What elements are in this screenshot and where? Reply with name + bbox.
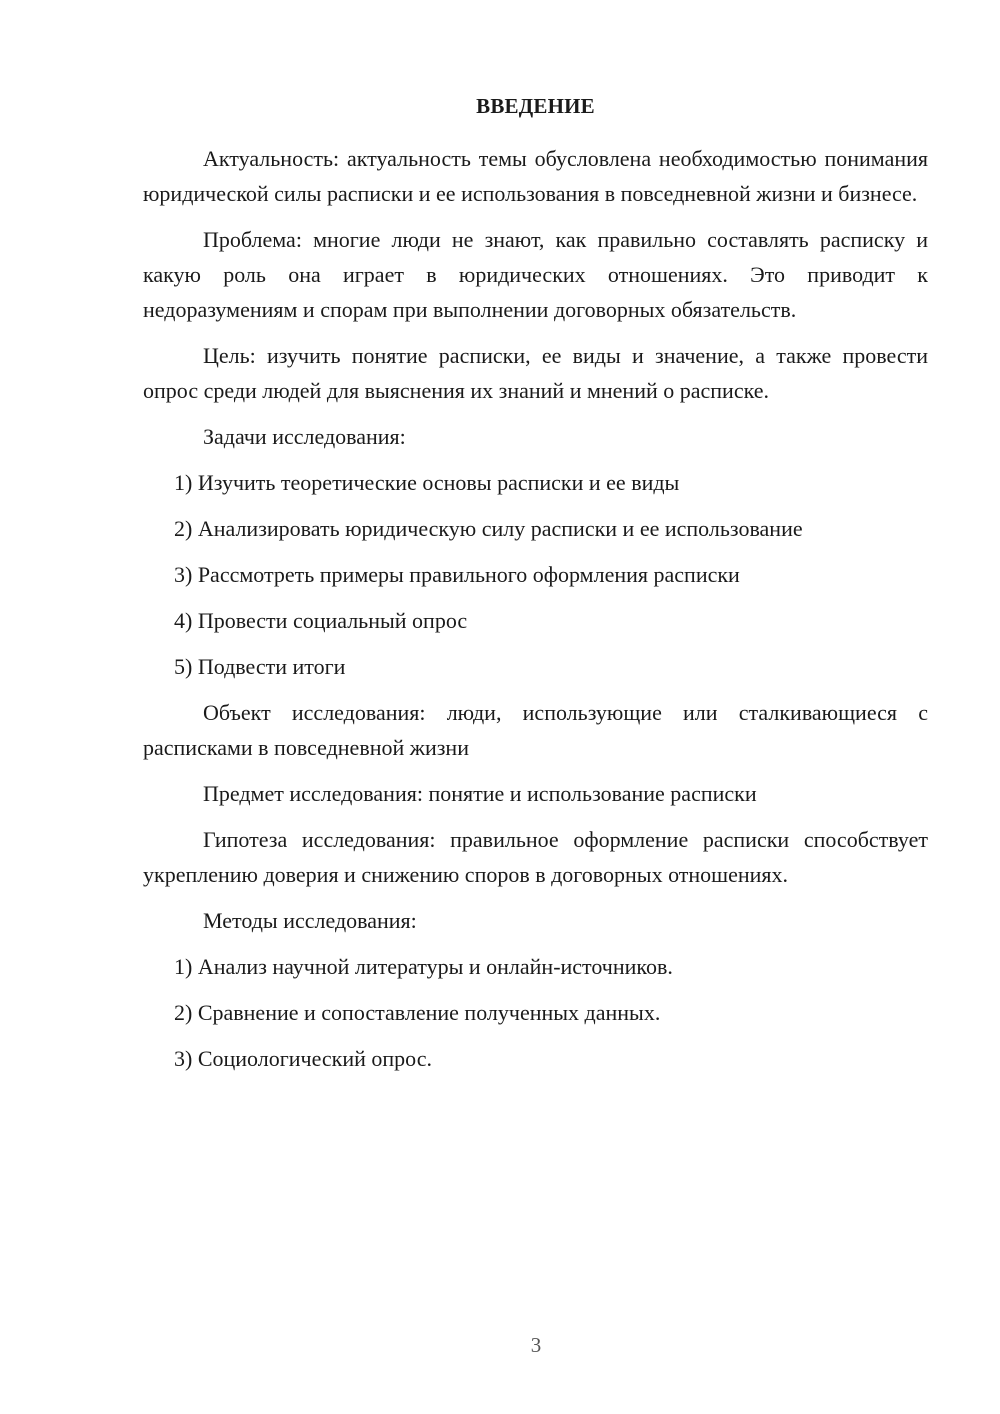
relevance-paragraph: Актуальность: актуальность темы обусловлена необходимостью понимания юридической силы расписки и ее использования в повседневной жизни и бизнесе.: [143, 146, 928, 206]
goal-paragraph: Цель: изучить понятие расписки, ее виды и значение, а также провести опрос среди людей для выяснения их знаний и мнений о расписке.: [143, 343, 928, 403]
list-item: 3) Социологический опрос.: [174, 1046, 432, 1071]
list-item: 1) Изучить теоретические основы расписки и ее виды: [174, 470, 680, 495]
list-item: 5) Подвести итоги: [174, 654, 346, 679]
subject-paragraph: Предмет исследования: понятие и использование расписки: [203, 781, 757, 806]
list-item: 4) Провести социальный опрос: [174, 608, 468, 633]
list-item: 3) Рассмотреть примеры правильного оформления расписки: [174, 562, 740, 587]
page-content: [143, 94, 928, 1087]
list-item: 1) Анализ научной литературы и онлайн-источников.: [174, 954, 673, 979]
object-paragraph: Объект исследования: люди, использующие или сталкивающиеся с расписками в повседневной жизни: [143, 700, 928, 760]
tasks-list: [143, 465, 928, 684]
list-item: 2) Анализировать юридическую силу расписки и ее использование: [174, 516, 803, 541]
page-number: 3: [530, 1333, 542, 1357]
methods-list: [143, 949, 928, 1076]
list-item: 2) Сравнение и сопоставление полученных данных.: [174, 1000, 661, 1025]
methods-heading: Методы исследования:: [203, 908, 417, 933]
problem-paragraph: Проблема: многие люди не знают, как правильно составлять расписку и какую роль она играет в юридических отношениях. Это приводит к недоразумениям и спорам при выполнении договорных обязательств.: [143, 227, 928, 322]
tasks-heading: Задачи исследования:: [203, 424, 406, 449]
hypothesis-paragraph: Гипотеза исследования: правильное оформление расписки способствует укреплению доверия и снижению споров в договорных отношениях.: [143, 827, 928, 887]
section-title: ВВЕДЕНИЕ: [476, 94, 595, 118]
